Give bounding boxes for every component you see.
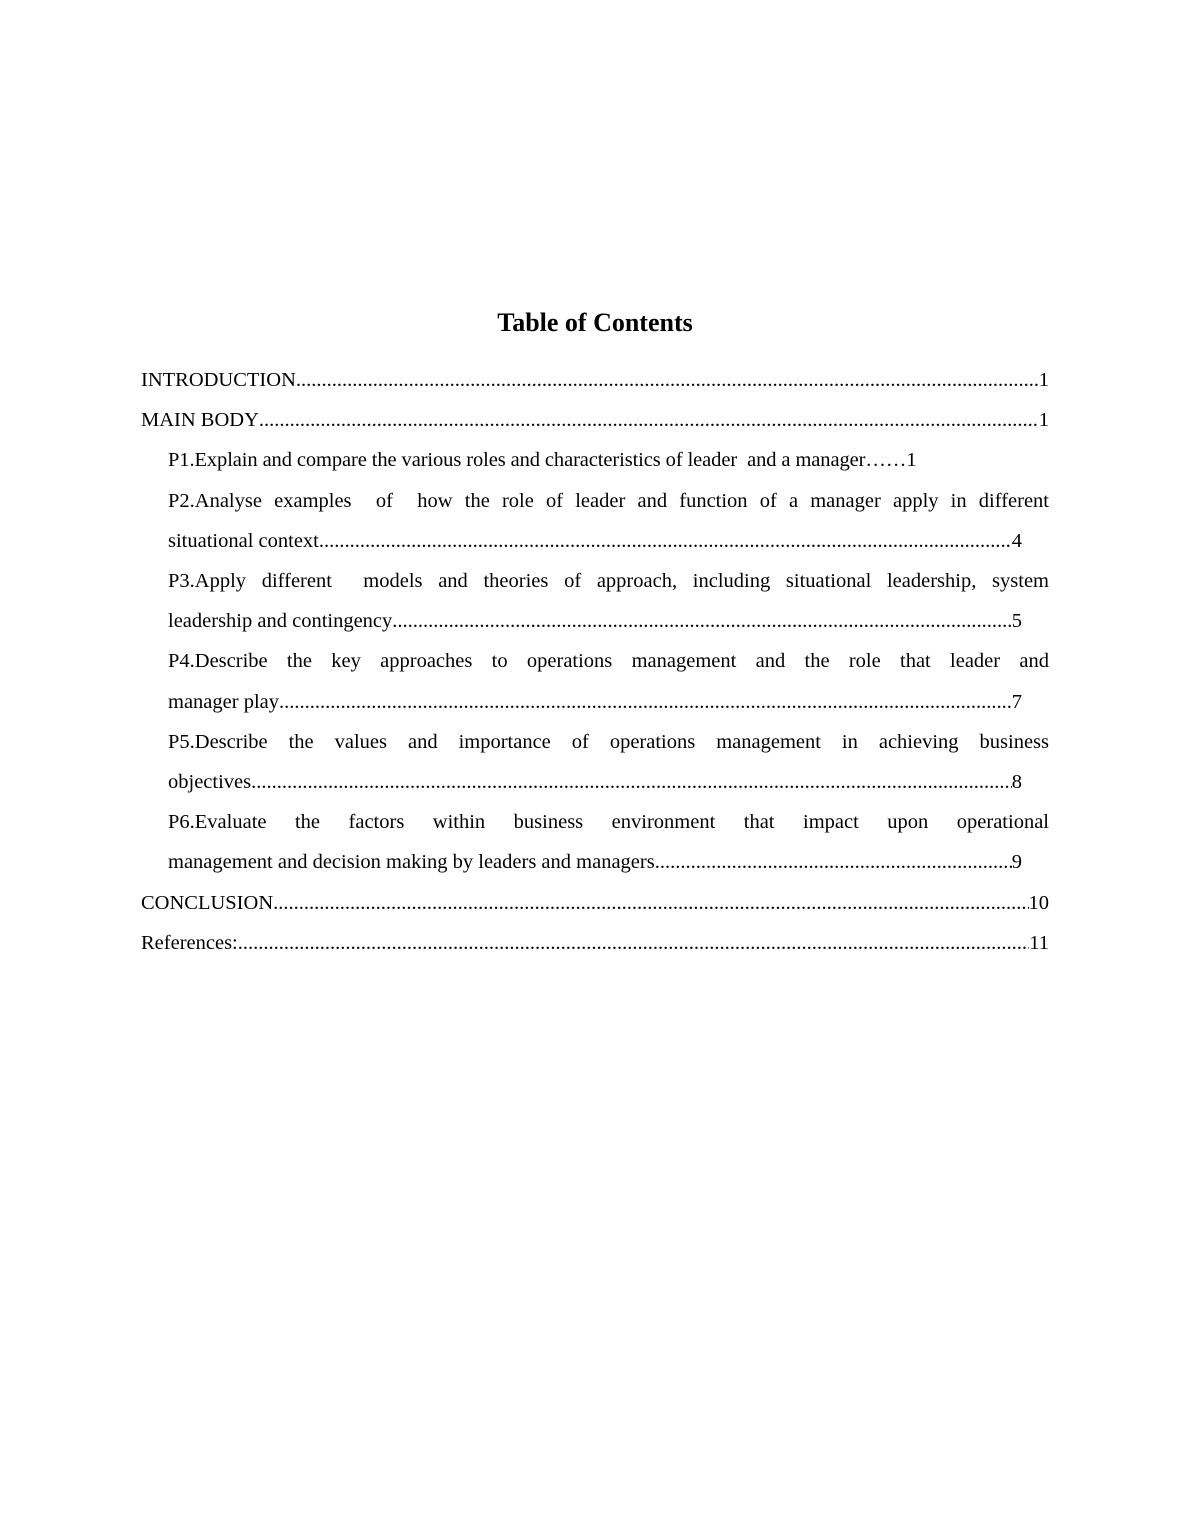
toc-page-number: 11 bbox=[1029, 931, 1049, 954]
toc-page-number: 9 bbox=[1011, 851, 1022, 874]
toc-entry-label-line2: situational context bbox=[168, 529, 319, 552]
toc-entry-label-line2-row bbox=[168, 601, 1022, 641]
toc-entry-p6[interactable] bbox=[141, 802, 1049, 882]
toc-entry-label-line1: P5.Describe the values and importance of operations management in achieving business bbox=[168, 730, 1049, 753]
toc-entry-label-line2: management and decision making by leaders and managers bbox=[168, 851, 655, 874]
toc-dot-leader bbox=[655, 842, 1012, 882]
toc-entry-p3[interactable] bbox=[141, 561, 1049, 641]
toc-entry-references[interactable] bbox=[141, 923, 1049, 963]
toc-entry-p2[interactable] bbox=[141, 481, 1049, 561]
toc-entry-label-line2: objectives bbox=[168, 771, 252, 794]
toc-entry-label: CONCLUSION bbox=[141, 891, 274, 914]
toc-entry-introduction[interactable] bbox=[141, 360, 1049, 400]
toc-page-number: 5 bbox=[1011, 610, 1022, 633]
toc-page-number: 8 bbox=[1011, 771, 1022, 794]
toc-entry-label-line2-row bbox=[168, 762, 1022, 802]
toc-entry-label-line1: P2.Analyse examples of how the role of leader and function of a manager apply in different bbox=[168, 489, 1049, 512]
toc-page-number: 1 bbox=[1038, 409, 1049, 432]
toc-entry-label: References: bbox=[141, 931, 238, 954]
toc-separator: …… bbox=[865, 449, 907, 472]
toc-dot-leader bbox=[279, 682, 1012, 722]
toc-entry-label-line1: P6.Evaluate the factors within business environment that impact upon operational bbox=[168, 811, 1049, 834]
toc-page-number: 1 bbox=[906, 449, 917, 472]
toc-dot-leader bbox=[319, 521, 1012, 561]
toc-dot-leader bbox=[273, 883, 1028, 923]
toc-entry-label: INTRODUCTION bbox=[141, 369, 296, 391]
toc-entry-label-line1: P4.Describe the key approaches to operations management and the role that leader and bbox=[168, 650, 1049, 673]
toc-entry-p4[interactable] bbox=[141, 641, 1049, 721]
toc-entry-label-line2: manager play bbox=[168, 690, 279, 713]
toc-dot-leader bbox=[238, 923, 1030, 963]
toc-entry-label-line1: P3.Apply different models and theories of approach, including situational leadership, system bbox=[168, 570, 1049, 593]
toc-entry-label-line2-row bbox=[168, 521, 1022, 561]
toc-page-number: 1 bbox=[1038, 369, 1049, 391]
toc-page-number: 7 bbox=[1011, 690, 1022, 713]
toc-entry-p5[interactable] bbox=[141, 722, 1049, 802]
toc-entry-main-body[interactable] bbox=[141, 400, 1049, 440]
toc-entry-label: P1.Explain and compare the various roles and characteristics of leader and a manager bbox=[168, 449, 866, 472]
toc-page-number: 10 bbox=[1028, 891, 1049, 914]
toc-entry-label-line2-row bbox=[168, 842, 1022, 882]
toc-dot-leader bbox=[392, 601, 1011, 641]
toc-entry-label: MAIN BODY bbox=[141, 409, 259, 432]
toc-title: Table of Contents bbox=[497, 308, 693, 337]
toc-entry-label-line2: leadership and contingency bbox=[168, 610, 393, 633]
toc-page-number: 4 bbox=[1011, 529, 1022, 552]
toc-dot-leader bbox=[251, 762, 1012, 802]
toc-entry-label-line2-row bbox=[168, 682, 1022, 722]
toc-entry-conclusion[interactable] bbox=[141, 883, 1049, 923]
toc-list bbox=[141, 360, 1049, 963]
toc-entry-p1[interactable] bbox=[141, 440, 1022, 480]
toc-dot-leader bbox=[296, 360, 1039, 400]
toc-dot-leader bbox=[259, 400, 1039, 440]
